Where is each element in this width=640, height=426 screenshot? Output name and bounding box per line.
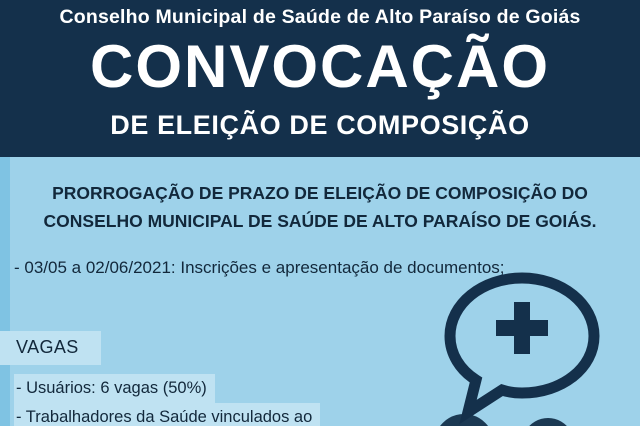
vagas-list: [14, 374, 444, 426]
page-subtitle: DE ELEIÇÃO DE COMPOSIÇÃO: [110, 110, 530, 140]
left-accent-stripe: [0, 157, 10, 426]
announcement-text: PRORROGAÇÃO DE PRAZO DE ELEIÇÃO DE COMPOSIÇÃO DO CONSELHO MUNICIPAL DE SAÚDE DE ALTO PARAÍSO DE GOIÁS.: [43, 183, 597, 231]
organization-name: Conselho Municipal de Saúde de Alto Paraíso de Goiás: [59, 6, 581, 28]
speech-bubble-medical-cross-icon: [422, 272, 622, 426]
list-item: - Usuários: 6 vagas (50%): [14, 374, 215, 403]
list-item: - Trabalhadores da Saúde vinculados ao: [14, 403, 320, 426]
vagas-heading: VAGAS: [0, 331, 101, 365]
page-title: CONVOCAÇÃO: [89, 33, 550, 100]
deadline-text: - 03/05 a 02/06/2021: Inscrições e apresentação de documentos;: [14, 258, 505, 277]
